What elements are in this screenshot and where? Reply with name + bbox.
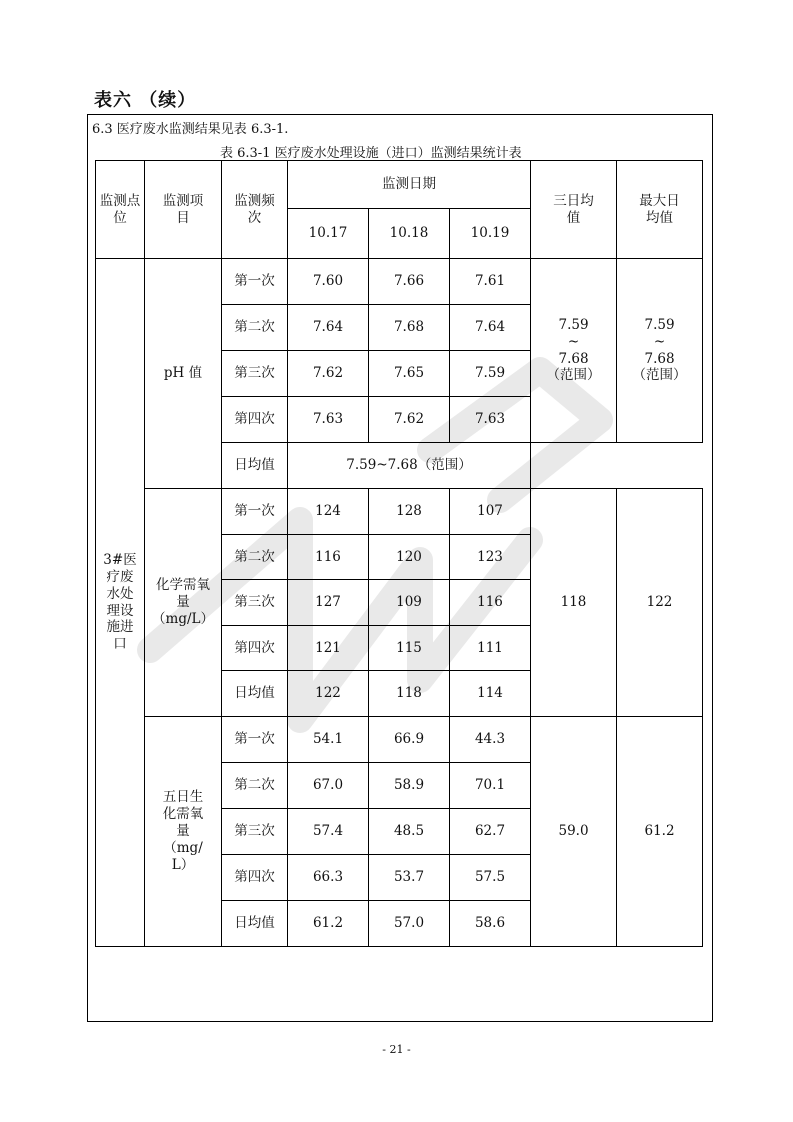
ph-cell: 7.66: [369, 259, 450, 305]
bod-cell: 57.5: [450, 855, 531, 901]
bod-freq-1: 第一次: [222, 717, 288, 763]
cod-freq-1: 第一次: [222, 489, 288, 535]
cod-cell: 121: [288, 626, 369, 671]
header-point: 监测点位: [96, 161, 145, 259]
ph-item: pH 值: [145, 259, 222, 489]
header-avg3: 三日均值: [531, 161, 617, 259]
header-date-1: 10.17: [288, 209, 369, 259]
ph-cell: 7.60: [288, 259, 369, 305]
cod-cell: 116: [450, 580, 531, 626]
ph-cell: 7.62: [369, 397, 450, 443]
cod-cell: 128: [369, 489, 450, 535]
ph-maxday: 7.59 ~ 7.68 （范围）: [617, 259, 703, 443]
cod-item: 化学需氧量 （mg/L）: [145, 489, 222, 717]
point-name: 3#医疗废水处理设施进口: [96, 259, 145, 947]
cod-cell: 127: [288, 580, 369, 626]
bod-maxday: 61.2: [617, 717, 703, 947]
bod-cell: 58.6: [450, 901, 531, 947]
cod-cell: 124: [288, 489, 369, 535]
ph-cell: 7.65: [369, 351, 450, 397]
bod-daily-label: 日均值: [222, 901, 288, 947]
ph-cell: 7.64: [450, 305, 531, 351]
cod-cell: 109: [369, 580, 450, 626]
bod-cell: 66.3: [288, 855, 369, 901]
cod-maxday: 122: [617, 489, 703, 717]
header-maxday: 最大日均值: [617, 161, 703, 259]
header-date-3: 10.19: [450, 209, 531, 259]
ph-daily-label: 日均值: [222, 443, 288, 489]
bod-cell: 54.1: [288, 717, 369, 763]
cod-cell: 123: [450, 535, 531, 580]
bod-cell: 48.5: [369, 809, 450, 855]
ph-cell: 7.64: [288, 305, 369, 351]
ph-freq-3: 第三次: [222, 351, 288, 397]
bod-cell: 70.1: [450, 763, 531, 809]
header-date: 监测日期: [288, 161, 531, 209]
ph-freq-4: 第四次: [222, 397, 288, 443]
cod-cell: 116: [288, 535, 369, 580]
bod-cell: 53.7: [369, 855, 450, 901]
ph-cell: 7.63: [288, 397, 369, 443]
ph-freq-1: 第一次: [222, 259, 288, 305]
bod-cell: 58.9: [369, 763, 450, 809]
cod-cell: 120: [369, 535, 450, 580]
bod-cell: 61.2: [288, 901, 369, 947]
cod-cell: 107: [450, 489, 531, 535]
ph-cell: 7.59: [450, 351, 531, 397]
cod-avg3: 118: [531, 489, 617, 717]
bod-freq-3: 第三次: [222, 809, 288, 855]
ph-daily-value: 7.59~7.68（范围）: [288, 443, 531, 489]
section-heading: 表六 （续）: [94, 90, 197, 111]
ph-cell: 7.62: [288, 351, 369, 397]
ph-cell: 7.61: [450, 259, 531, 305]
bod-cell: 57.0: [369, 901, 450, 947]
monitoring-table: [95, 160, 703, 947]
bod-avg3: 59.0: [531, 717, 617, 947]
intro-text: 6.3 医疗废水监测结果见表 6.3-1.: [92, 122, 289, 137]
cod-cell: 122: [288, 671, 369, 717]
ph-freq-2: 第二次: [222, 305, 288, 351]
header-item: 监测项目: [145, 161, 222, 259]
cod-daily-label: 日均值: [222, 671, 288, 717]
bod-cell: 62.7: [450, 809, 531, 855]
page-number: - 21 -: [382, 1043, 411, 1056]
cod-freq-4: 第四次: [222, 626, 288, 671]
bod-freq-4: 第四次: [222, 855, 288, 901]
bod-freq-2: 第二次: [222, 763, 288, 809]
cod-cell: 111: [450, 626, 531, 671]
bod-cell: 57.4: [288, 809, 369, 855]
cod-freq-2: 第二次: [222, 535, 288, 580]
bod-cell: 44.3: [450, 717, 531, 763]
ph-cell: 7.63: [450, 397, 531, 443]
bod-cell: 66.9: [369, 717, 450, 763]
cod-freq-3: 第三次: [222, 580, 288, 626]
ph-cell: 7.68: [369, 305, 450, 351]
header-date-2: 10.18: [369, 209, 450, 259]
bod-item: 五日生化需氧量 （mg/L）: [145, 717, 222, 947]
cod-cell: 118: [369, 671, 450, 717]
bod-cell: 67.0: [288, 763, 369, 809]
header-freq: 监测频次: [222, 161, 288, 259]
table-caption: 表 6.3-1 医疗废水处理设施（进口）监测结果统计表: [220, 146, 522, 161]
cod-cell: 114: [450, 671, 531, 717]
cod-cell: 115: [369, 626, 450, 671]
ph-avg3: 7.59 ~ 7.68 （范围）: [531, 259, 617, 443]
